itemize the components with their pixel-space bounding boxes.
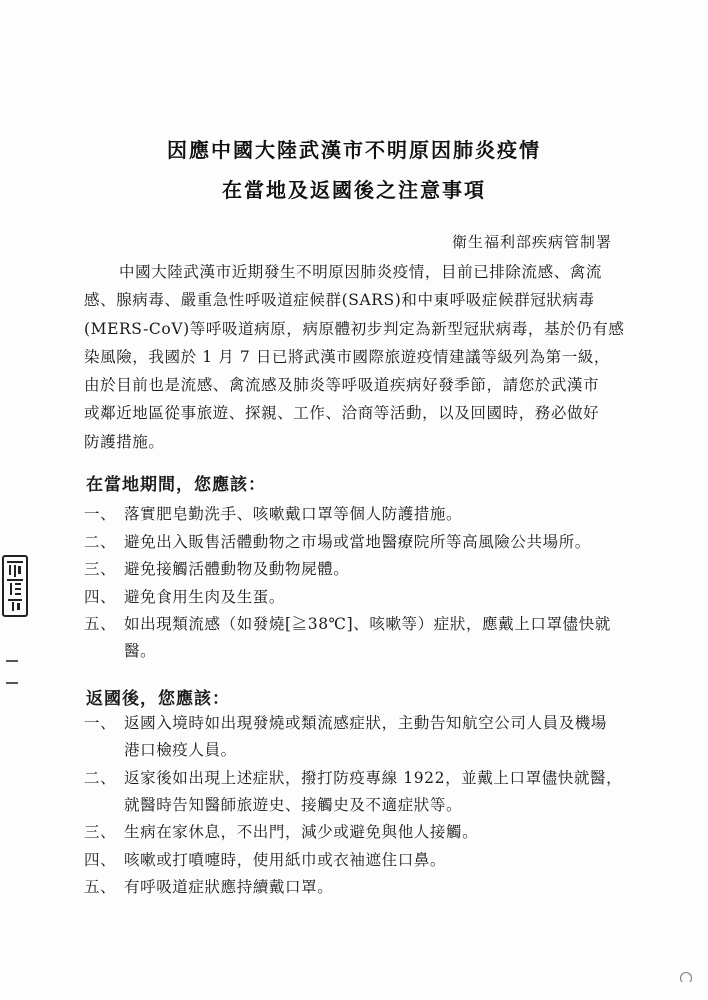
item-number: 三、 (84, 560, 117, 578)
item-number: 一、 (84, 505, 117, 523)
item-number: 三、 (84, 823, 117, 841)
intro-line: 防護措施。 (84, 432, 165, 451)
item-text: 避免接觸活體動物及動物屍體。 (124, 560, 350, 578)
edge-mark-icon (6, 682, 18, 684)
archive-stamp-icon (2, 555, 28, 617)
list-item (84, 501, 624, 528)
list-item (84, 710, 624, 764)
local-precautions-list (84, 501, 624, 666)
item-number: 二、 (84, 532, 117, 551)
item-number: 五、 (84, 615, 117, 633)
item-text: 落實肥皂勤洗手、咳嗽戴口罩等個人防護措施。 (124, 505, 463, 523)
item-text-continuation: 就醫時告知醫師旅遊史、接觸史及不適症狀等。 (124, 795, 463, 814)
item-text: 返家後如出現上述症狀，撥打防疫專線 1922，並戴上口罩儘快就醫， (124, 768, 623, 787)
list-item (84, 765, 624, 819)
document-title-line-1: 因應中國大陸武漢市不明原因肺炎疫情 (167, 138, 541, 162)
list-item (84, 611, 624, 665)
list-item (84, 874, 624, 901)
issuing-agency: 衛生福利部疾病管制署 (451, 233, 612, 251)
intro-line: 由於目前也是流感、禽流感及肺炎等呼吸道疾病好發季節，請您於武漢市 (84, 376, 600, 395)
intro-line: 感、腺病毒、嚴重急性呼吸道症候群(SARS)和中東呼吸症候群冠狀病毒 (84, 291, 595, 310)
section-heading-local: 在當地期間，您應該： (86, 475, 266, 495)
corner-mark-icon (680, 972, 692, 984)
intro-line: 中國大陸武漢市近期發生不明原因肺炎疫情，目前已排除流感、禽流 (119, 263, 603, 281)
edge-mark-icon (6, 660, 18, 662)
item-text: 返國入境時如出現發燒或類流感症狀，主動告知航空公司人員及機場 (124, 714, 608, 732)
intro-line: (MERS-CoV)等呼吸道病原，病原體初步判定為新型冠狀病毒，基於仍有感 (84, 319, 625, 338)
list-item (84, 819, 624, 846)
list-item (84, 556, 624, 583)
return-precautions-list (84, 710, 624, 902)
item-text: 如出現類流感（如發燒[≧38℃]、咳嗽等）症狀，應戴上口罩儘快就 (124, 615, 611, 633)
item-number: 二、 (84, 768, 117, 787)
item-number: 一、 (84, 714, 117, 732)
item-number: 四、 (84, 850, 117, 869)
item-text: 避免出入販售活體動物之市場或當地醫療院所等高風險公共場所。 (124, 532, 591, 551)
item-number: 四、 (84, 587, 117, 606)
list-item (84, 584, 624, 611)
document-title-line-2: 在當地及返國後之注意事項 (222, 178, 486, 202)
item-text: 避免食用生肉及生蛋。 (124, 587, 286, 606)
intro-line: 或鄰近地區從事旅遊、探親、工作、洽商等活動，以及回國時，務必做好 (84, 404, 600, 423)
item-number: 五、 (84, 878, 117, 896)
intro-paragraph (84, 258, 624, 456)
intro-line: 染風險，我國於 1 月 7 日已將武漢市國際旅遊疫情建議等級列為第一級， (84, 347, 611, 366)
list-item (84, 847, 624, 874)
item-text-continuation: 醫。 (124, 642, 157, 660)
list-item (84, 529, 624, 556)
item-text: 咳嗽或打噴嚏時，使用紙巾或衣袖遮住口鼻。 (124, 850, 447, 869)
section-heading-return: 返國後，您應該： (86, 689, 230, 709)
item-text: 有呼吸道症狀應持續戴口罩。 (124, 878, 334, 896)
item-text-continuation: 港口檢疫人員。 (124, 741, 237, 759)
item-text: 生病在家休息，不出門，減少或避免與他人接觸。 (124, 823, 479, 841)
